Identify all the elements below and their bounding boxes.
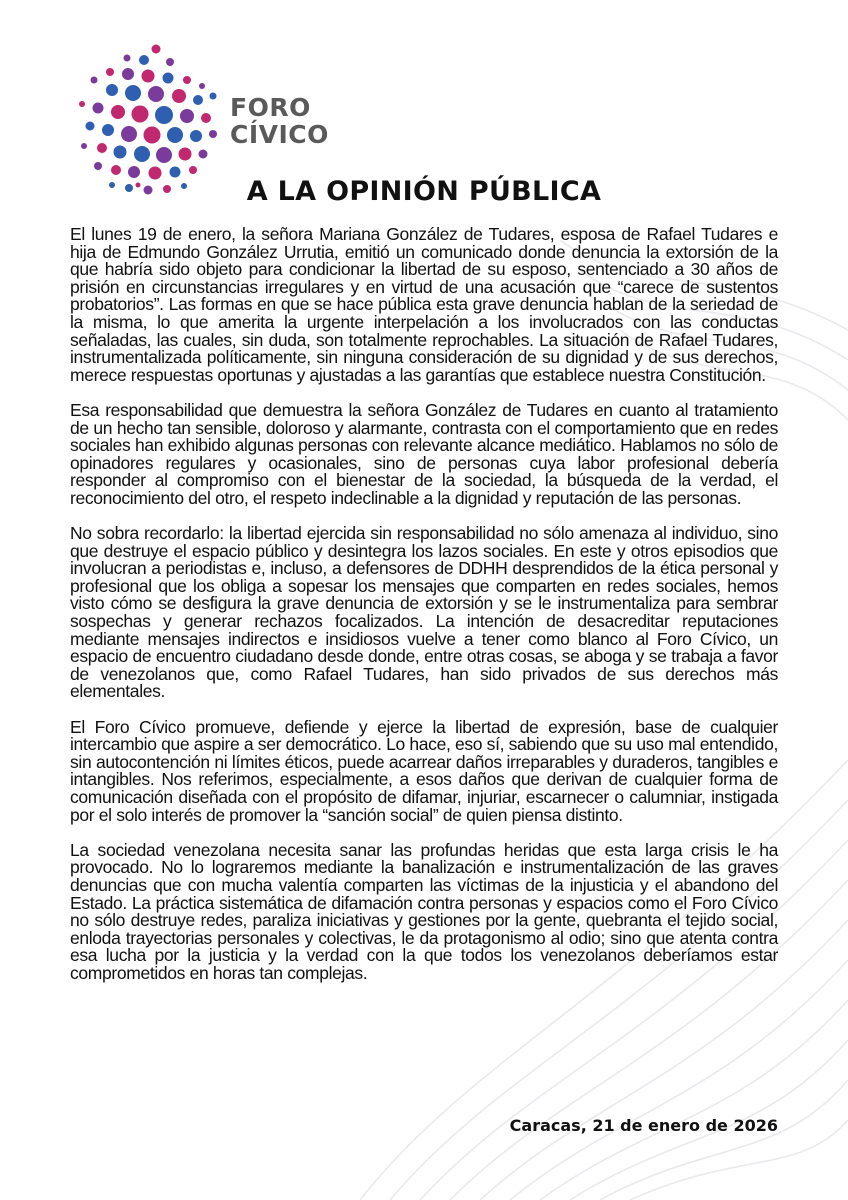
paragraph-3: No sobra recordarlo: la libertad ejercida sin responsabilidad no sólo amenaza al individuo, sino que destruye el espacio público y desintegra los lazos sociales. En este y otros episodios que involucran a periodistas e, incluso, a defensores de DDHH desprendidos de la ética personal y profesional que los obliga a sopesar los mensajes que comparten en redes sociales, hemos visto cómo se desfigura la grave denuncia de extorsión y se le instrumentaliza para sembrar sospechas y generar rechazos focalizados. La intención de desacreditar reputaciones mediante mensajes indirectos e insidiosos vuelve a tener como blanco al Foro Cívico, un espacio de encuentro ciudadano desde donde, entre otras cosas, se aboga y se trabaja a favor de venezolanos que, como Rafael Tudares, han sido privados de sus derechos más elementales.	[70, 523, 778, 702]
logo-line-2: CÍVICO	[230, 120, 329, 149]
paragraph-1: El lunes 19 de enero, la señora Mariana González de Tudares, esposa de Rafael Tudares e hija de Edmundo González Urrutia, emitió un comunicado donde denuncia la extorsión de la que habría sido objeto para condicionar la libertad de su esposo, sentenciado a 30 años de prisión en circunstancias irregulares y en virtud de una acusación que “carece de sustentos probatorios”. Las formas en que se hace pública esta grave denuncia hablan de la seriedad de la misma, lo que amerita la urgente interpelación a los involucrados con las conductas señaladas, las cuales, sin duda, son totalmente reprochables. La situación de Rafael Tudares, instrumentalizada políticamente, sin ninguna consideración de su dignidad y de sus derechos, merece respuestas oportunas y ajustadas a las garantías que establece nuestra Constitución.	[70, 224, 778, 385]
logo-wordmark	[230, 94, 329, 148]
place-and-date: Caracas, 21 de enero de 2026	[509, 1116, 778, 1135]
paragraph-5: La sociedad venezolana necesita sanar las profundas heridas que esta larga crisis le ha provocado. No lo lograremos mediante la banalización e instrumentalización de las graves denuncias que con mucha valentía comparten las víctimas de la injusticia y el abandono del Estado. La práctica sistemática de difamación contra personas y espacios como el Foro Cívico no sólo destruye redes, paraliza iniciativas y gestiones por la gente, quebranta el tejido social, enloda trayectorias personales y colectivas, le da protagonismo al odio; sino que atenta contra esa lucha por la justicia y la verdad con la que todos los venezolanos deberíamos estar comprometidos en horas tan complejas.	[70, 839, 778, 983]
paragraph-4: El Foro Cívico promueve, defiende y ejerce la libertad de expresión, base de cualquier intercambio que aspire a ser democrático. Lo hace, eso sí, sabiendo que su uso mal entendido, sin autocontención ni límites éticos, puede acarrear daños irreparables y duraderos, tangibles e intangibles. Nos referimos, especialmente, a esos daños que derivan de cualquier forma de comunicación diseñada con el propósito de difamar, injuriar, escarnecer o calumniar, instigada por el solo interés de promover la “sanción social” de quien piensa distinto.	[70, 716, 778, 825]
logo-line-1: FORO	[230, 93, 311, 122]
logo-dots-icon	[72, 42, 227, 197]
paragraph-2: Esa responsabilidad que demuestra la señora González de Tudares en cuanto al tratamiento de un hecho tan sensible, doloroso y alarmante, contrasta con el comportamiento que en redes sociales han exhibido algunas personas con relevante alcance mediático. Hablamos no sólo de opinadores regulares y ocasionales, sino de personas cuya labor profesional debería responder al compromiso con el bienestar de la sociedad, la búsqueda de la verdad, el reconocimiento del otro, el respeto indeclinable a la dignidad y reputación de las personas.	[70, 399, 778, 508]
statement-body	[70, 226, 778, 1000]
page-title: A LA OPINIÓN PÚBLICA	[246, 176, 602, 207]
